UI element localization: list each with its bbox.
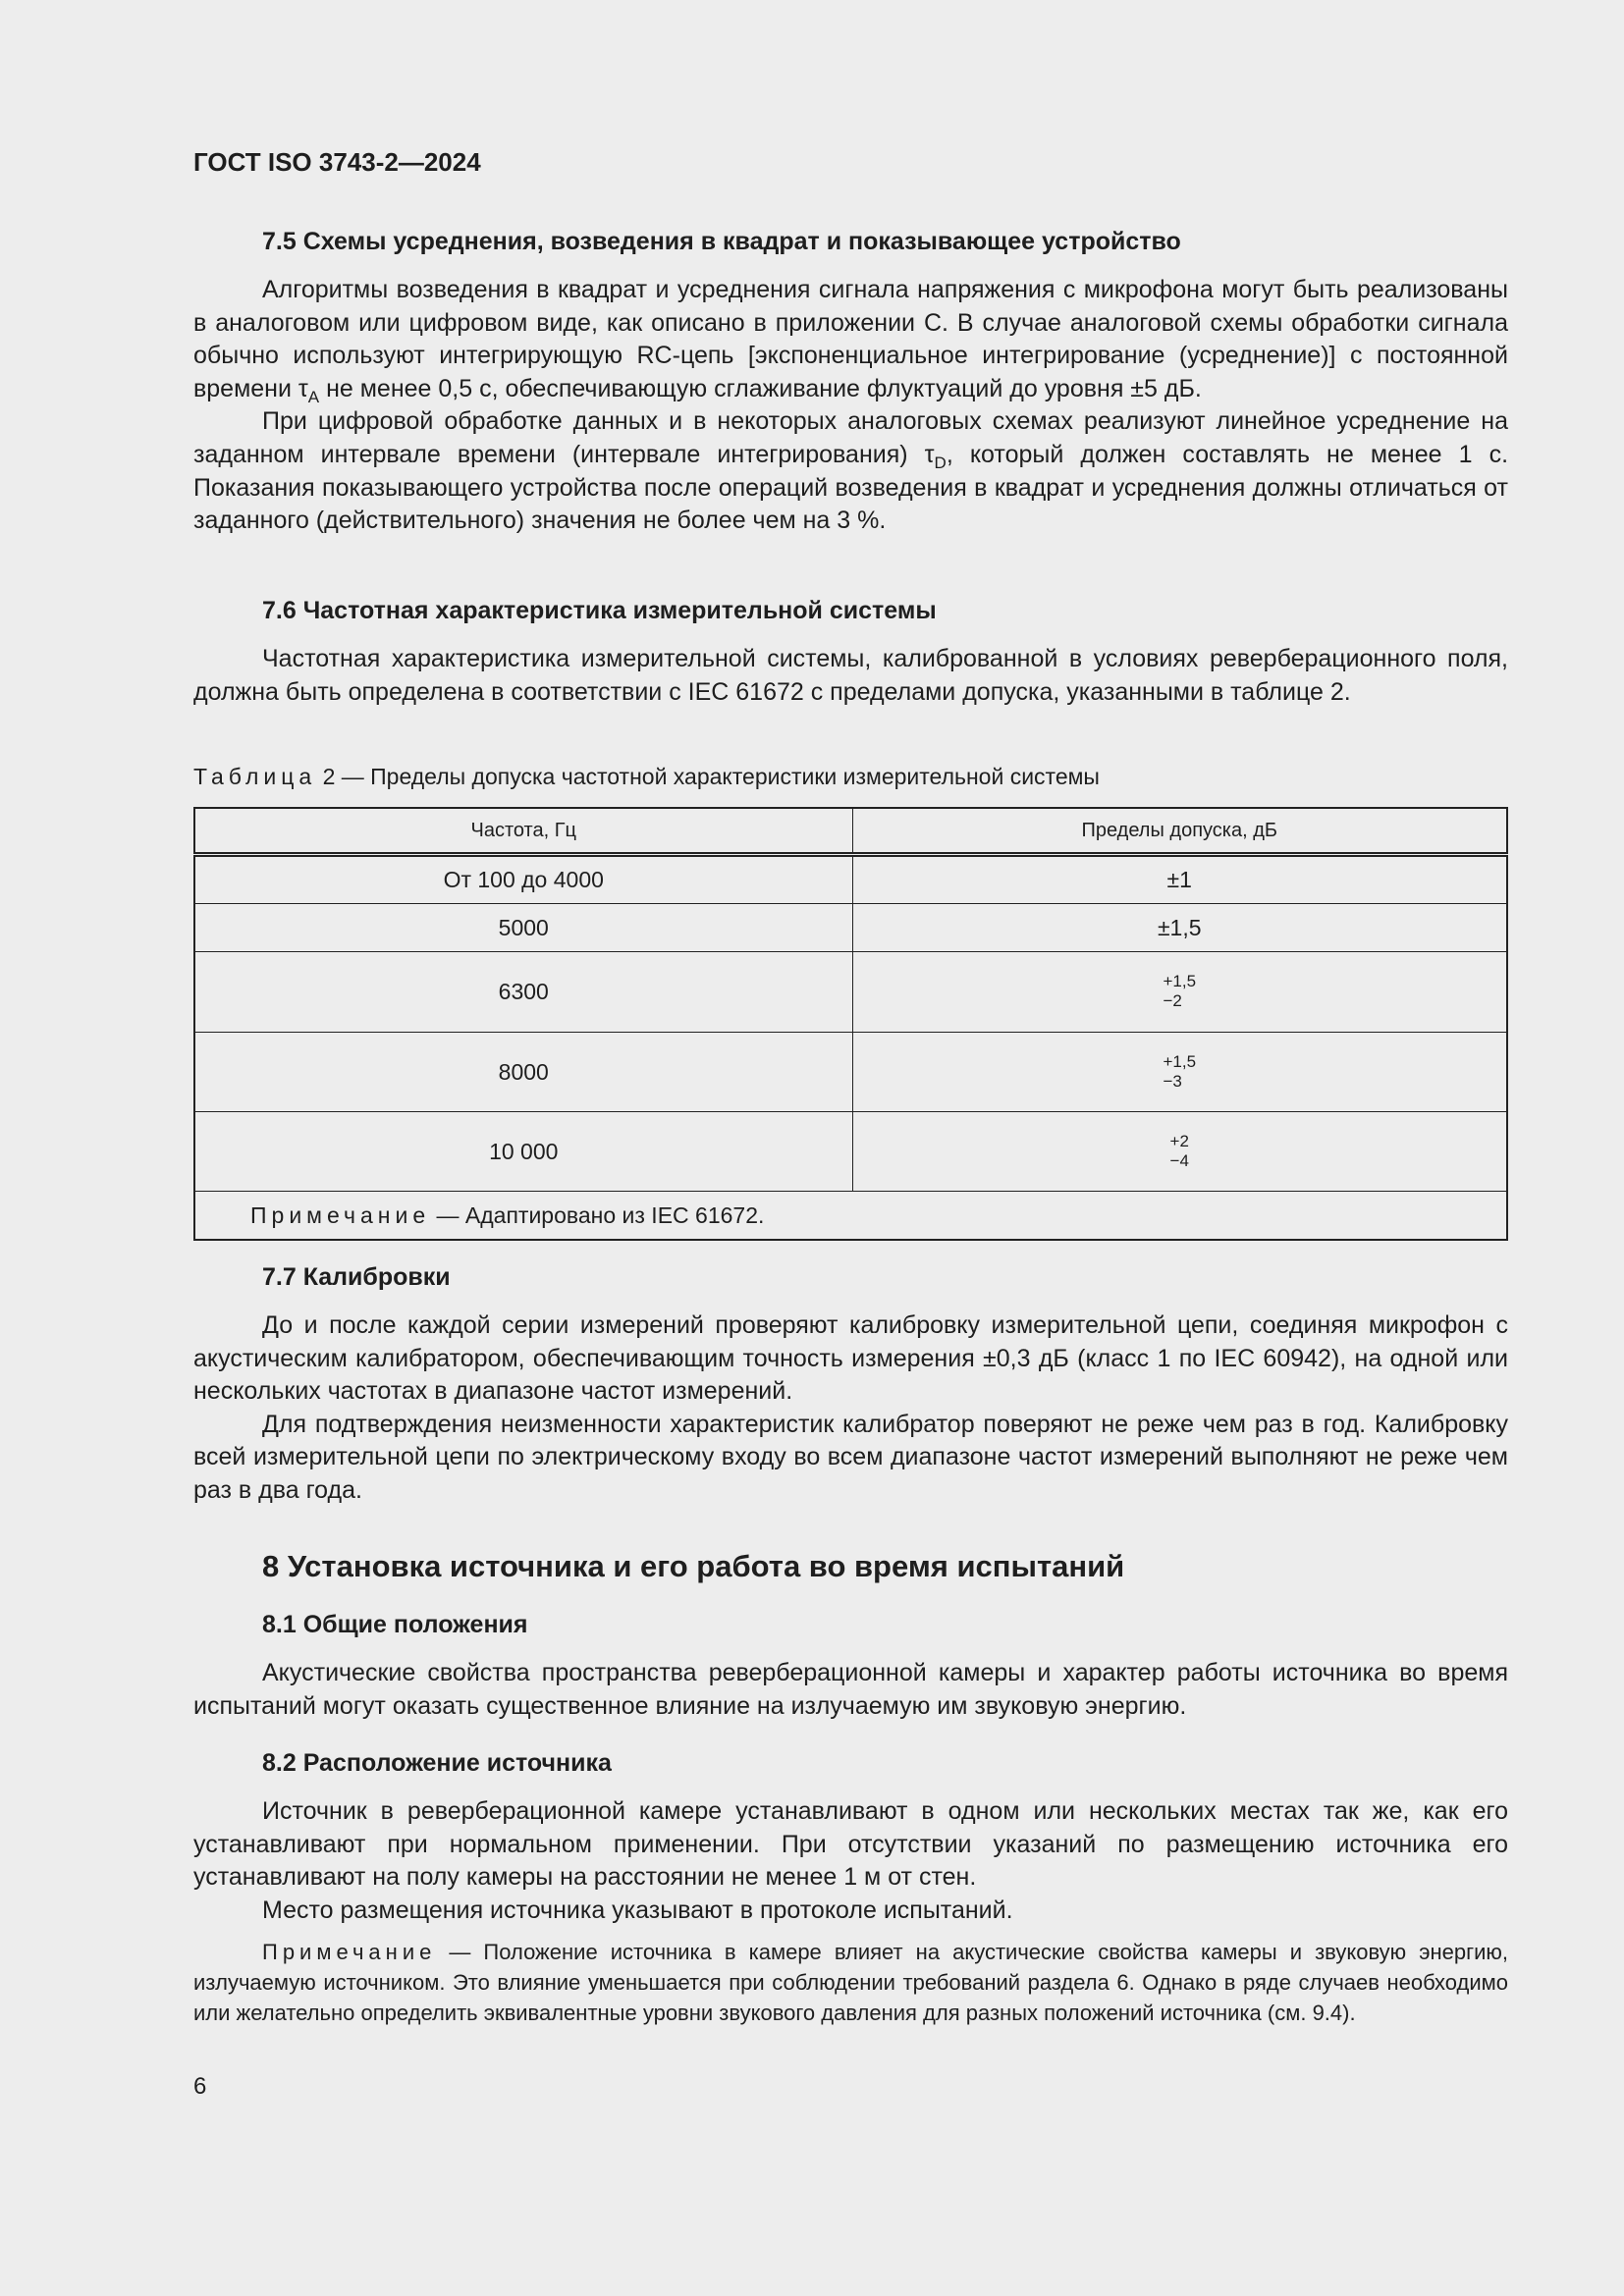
paragraph: Акустические свойства пространства реверберационной камеры и характер работы источника во время испытаний могут оказать существенное влияние на излучаемую им звуковую энергию. [193,1659,1508,1720]
cell-frequency: От 100 до 4000 [194,855,852,904]
document-header: ГОСТ ISO 3743-2—2024 [193,147,481,177]
caption-label: Таблица [193,764,317,789]
section-8-2 [193,1746,1508,2028]
text: не менее 0,5 с, обеспечивающую сглаживание флуктуаций до уровня ±5 дБ. [319,374,1202,402]
section-heading: 7.6 Частотная характеристика измерительной системы [262,597,937,624]
table-note-row [194,1192,1507,1241]
table-row [194,904,1507,952]
page-number: 6 [193,2073,207,2100]
paragraph: Для подтверждения неизменности характеристик калибратор поверяют не реже чем раз в год. Калибровку всей измерительной цепи по электрическому входу во всем диапазоне частот измерений выполняют не реже чем раз в два года. [193,1410,1508,1504]
note-text: — Положение источника в камере влияет на акустические свойства камеры и звуковую энергию, излучаемую источником. Это влияние уменьшается при соблюдении требований раздела 6. Однако в ряде случаев необходимо или желательно определить эквивалентные уровни звукового давления для разных положений источника (см. 9.4). [193,1940,1508,2026]
cell-frequency: 10 000 [194,1112,852,1192]
paragraph [193,405,1508,537]
table-row [194,1112,1507,1192]
upper-tolerance: +1,5 [1163,972,1197,990]
note-text: — Адаптировано из IEC 61672. [430,1201,765,1228]
paragraph: До и после каждой серии измерений проверяют калибровку измерительной цепи, соединяя микрофон с акустическим калибратором, обеспечивающим точность измерения ±0,3 дБ (класс 1 по IEC 60942), на одной или нескольких частотах в диапазоне частот измерений. [193,1311,1508,1406]
table-caption [193,764,1508,790]
table-row [194,952,1507,1033]
caption-text: 2 — Пределы допуска частотной характеристики измерительной системы [322,764,1100,789]
subscript: A [307,387,320,406]
section-8-1 [193,1608,1508,1723]
chapter-heading: 8 Установка источника и его работа во время испытаний [262,1549,1125,1583]
upper-tolerance: +2 [1169,1131,1189,1150]
cell-tolerance: ±1 [852,855,1507,904]
note-label: Примечание [262,1940,437,1965]
cell-tolerance [852,952,1507,1033]
lower-tolerance: −2 [1163,991,1182,1010]
table-row [194,855,1507,904]
lower-tolerance: −3 [1163,1071,1182,1091]
table-note [194,1192,1507,1241]
section-heading: 8.2 Расположение источника [262,1749,612,1777]
cell-tolerance [852,1112,1507,1192]
upper-tolerance: +1,5 [1163,1051,1197,1071]
paragraph: Частотная характеристика измерительной системы, калиброванной в условиях реверберационного поля, должна быть определена в соответствии с IEC 61672 с пределами допуска, указанными в таблице 2. [193,645,1508,706]
cell-tolerance: ±1,5 [852,904,1507,952]
text: , который должен составлять не менее 1 с. Показания показывающего устройства после операций возведения в квадрат и усреднения должны отличаться от заданного (действительного) значения не более чем на 3 %. [193,440,1509,535]
section-8 [193,1547,1508,1586]
paragraph: Источник в реверберационной камере устанавливают в одном или нескольких местах так же, как его устанавливают при нормальном применении. При отсутствии указаний по размещению источника его устанавливают на полу камеры на расстоянии не менее 1 м от стен. [193,1797,1508,1892]
section-7-7 [193,1260,1508,1508]
section-heading: 7.7 Калибровки [262,1263,451,1291]
text: При цифровой обработке данных и в некоторых аналоговых схемах реализуют линейное усреднение на заданном интервале времени (интервале интегрирования) τ [193,407,1508,468]
text: Алгоритмы возведения в квадрат и усреднения сигнала напряжения с микрофона могут быть реализованы в аналоговом или цифровом виде, как описано в приложении С. В случае аналоговой схемы обработки сигнала обычно используют интегрирующую RC-цепь [экспоненциальное интегрирование (усреднение)] с постоянной времени τ [193,276,1508,402]
section-heading: 8.1 Общие положения [262,1611,528,1638]
cell-frequency: 8000 [194,1033,852,1112]
section-7-6 [193,594,1508,709]
paragraph: Место размещения источника указывают в протоколе испытаний. [262,1896,1013,1924]
table-row [194,1033,1507,1112]
lower-tolerance: −4 [1169,1150,1189,1170]
subscript: D [934,453,947,472]
note-label: Примечание [250,1201,431,1228]
cell-frequency: 6300 [194,952,852,1033]
cell-frequency: 5000 [194,904,852,952]
tolerance-table [193,807,1508,1241]
column-header: Пределы допуска, дБ [852,808,1507,855]
cell-tolerance [852,1033,1507,1112]
note [193,1937,1508,2028]
section-heading: 7.5 Схемы усреднения, возведения в квадрат и показывающее устройство [262,228,1181,255]
column-header: Частота, Гц [194,808,852,855]
paragraph [193,274,1508,405]
section-7-5 [193,225,1508,538]
